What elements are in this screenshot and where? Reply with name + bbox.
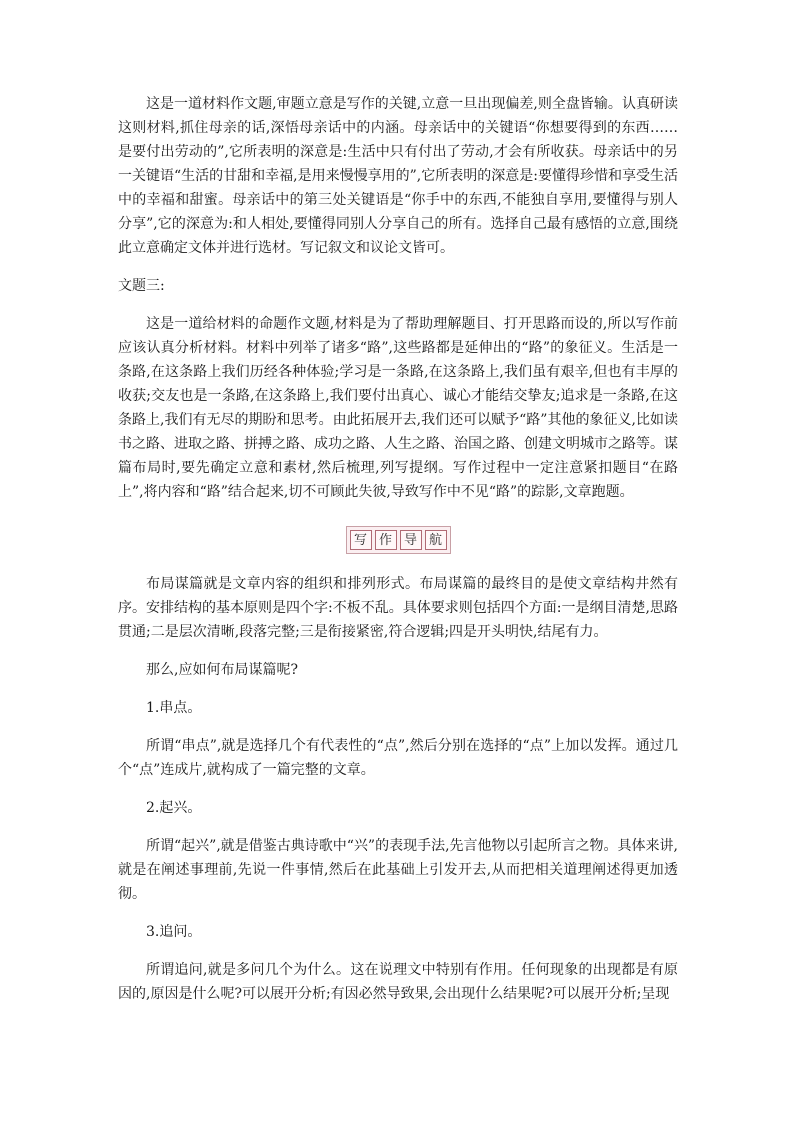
list-item-body-2: 所谓“起兴”,就是借鉴古典诗歌中“兴”的表现手法,先言他物以引起所言之物。具体来讲,就是在阐述事理前,先说一件事情,然后在此基础上引发开去,从而把相关道理阐述得更加透彻。 xyxy=(118,838,678,902)
banner-char: 导 xyxy=(400,530,422,550)
list-item-title-3: 3.追问。 xyxy=(146,924,202,940)
paragraph-question: 那么,应如何布局谋篇呢? xyxy=(146,662,298,678)
banner-char: 写 xyxy=(350,530,372,550)
list-item-title-2: 2.起兴。 xyxy=(146,800,202,816)
list-item-title-1: 1.串点。 xyxy=(146,700,202,716)
banner-frame xyxy=(346,526,451,554)
banner-char: 作 xyxy=(375,530,397,550)
banner-char: 航 xyxy=(425,530,447,550)
paragraph-layout-intro: 布局谋篇就是文章内容的组织和排列形式。布局谋篇的最终目的是使文章结构井然有序。安排结构的基本原则是四个字:不板不乱。具体要求则包括四个方面:一是纲目清楚,思路贯通;二是层次清晰,段落完整;三是衔接紧密,符合逻辑;四是开头明快,结尾有力。 xyxy=(118,576,678,640)
list-item-body-3: 所谓追问,就是多问几个为什么。这在说理文中特别有作用。任何现象的出现都是有原因的,原因是什么呢?可以展开分析;有因必然导致果,会出现什么结果呢?可以展开分析;呈现 xyxy=(118,962,678,1002)
section-banner xyxy=(118,526,678,554)
section-heading-topic-3: 文题三: xyxy=(118,278,165,294)
list-item-body-1: 所谓“串点”,就是选择几个有代表性的“点”,然后分别在选择的“点”上加以发挥。通过几个“点”连成片,就构成了一篇完整的文章。 xyxy=(118,738,678,778)
document-page xyxy=(118,92,678,1006)
paragraph-analysis-2: 这是一道给材料的命题作文题,材料是为了帮助理解题目、打开思路而设的,所以写作前应该认真分析材料。材料中列举了诸多“路”,这些路都是延伸出的“路”的象征义。生活是一条路,在这条路上我们历经各种体验;学习是一条路,在这条路上,我们虽有艰辛,但也有丰厚的收获;交友也是一条路,在这条路上,我们要付出真心、诚心才能结交挚友;追求是一条路,在这条路上,我们有无尽的期盼和思考。由此拓展开去,我们还可以赋予“路”其他的象征义,比如读书之路、进取之路、拼搏之路、成功之路、人生之路、治国之路、创建文明城市之路等。谋篇布局时,要先确定立意和素材,然后梳理,列写提纲。写作过程中一定注意紧扣题目“在路上”,将内容和“路”结合起来,切不可顾此失彼,导致写作中不见“路”的踪影,文章跑题。 xyxy=(118,316,678,500)
paragraph-analysis-1: 这是一道材料作文题,审题立意是写作的关键,立意一旦出现偏差,则全盘皆输。认真研读这则材料,抓住母亲的话,深悟母亲话中的内涵。母亲话中的关键语“你想要得到的东西……是要付出劳动的”,它所表明的深意是:生活中只有付出了劳动,才会有所收获。母亲话中的另一关键语“生活的甘甜和幸福,是用来慢慢享用的”,它所表明的深意是:要懂得珍惜和享受生活中的幸福和甜蜜。母亲话中的第三处关键语是“你手中的东西,不能独自享用,要懂得与别人分享”,它的深意为:和人相处,要懂得同别人分享自己的所有。选择自己最有感悟的立意,围绕此立意确定文体并进行选材。写记叙文和议论文皆可。 xyxy=(118,96,678,256)
